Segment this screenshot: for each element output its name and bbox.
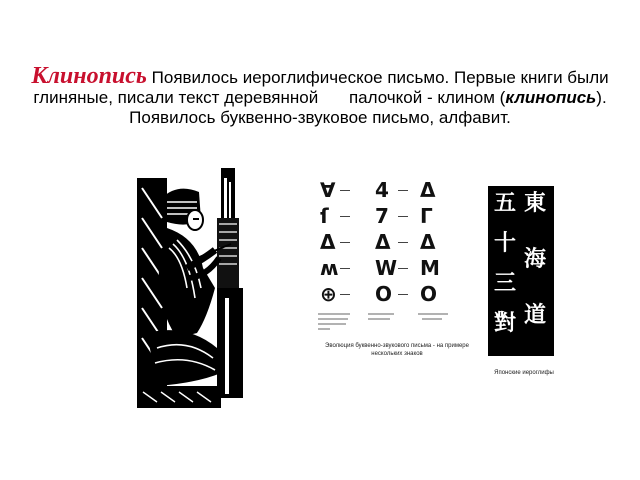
glyph-r4-c2: W <box>375 256 398 280</box>
glyph-r3-c3: Δ <box>420 230 436 254</box>
glyph-r2-c2: 7 <box>375 204 389 228</box>
arrow-r1a <box>340 190 350 191</box>
arrow-r4b <box>398 268 408 269</box>
glyph-r2-c3: Γ <box>420 204 433 228</box>
glyph-r4-c1: ʍ <box>320 256 339 280</box>
kanji-left-1: 五 <box>494 190 517 216</box>
alphabet-caption: Эволюция буквенно-звукового письма - на примере нескольких знаков <box>325 343 469 357</box>
glyph-r2-c1: ſ <box>320 204 329 228</box>
arrow-r2a <box>340 216 350 217</box>
arrow-r5a <box>340 294 350 295</box>
glyph-r1-c1: ∀ <box>320 178 336 202</box>
kanji-right-1: 東 <box>524 190 547 216</box>
arrow-r1b <box>398 190 408 191</box>
japanese-hieroglyphs-image <box>488 186 554 356</box>
scribe-woodcut-image <box>137 158 260 408</box>
slide-text-part3: ). Появилось буквенно-звуковое письмо, алфавит. <box>129 88 607 127</box>
glyph-r5-c3: O <box>420 282 438 306</box>
glyph-r5-c1: ⊕ <box>320 282 337 306</box>
kanji-left-2: 十 <box>494 230 517 256</box>
kanji-right-2: 海 <box>524 246 547 272</box>
arrow-r3a <box>340 242 350 243</box>
glyph-r4-c3: M <box>420 256 440 280</box>
arrow-r3b <box>398 242 408 243</box>
arrow-r2b <box>398 216 408 217</box>
glyph-r3-c2: Δ <box>375 230 391 254</box>
glyph-r1-c2: 4 <box>375 178 389 202</box>
slide-text-part1: Появилось иероглифическое письмо. Первые книги были глиняные, писали текст деревянной <box>33 68 609 107</box>
figure-footnote-marks <box>310 310 480 338</box>
glyph-r5-c2: O <box>375 282 393 306</box>
kanji-right-3: 道 <box>524 302 547 328</box>
slide-paragraph <box>30 63 610 128</box>
japanese-caption: Японские иероглифы <box>494 370 554 376</box>
glyph-r3-c1: Δ <box>320 230 336 254</box>
slide-title-word: Клинопись <box>31 63 147 89</box>
arrow-r5b <box>398 294 408 295</box>
kanji-left-4: 對 <box>494 310 517 336</box>
kanji-left-3: 三 <box>494 270 517 296</box>
arrow-r4a <box>340 268 350 269</box>
glyph-r1-c3: Δ <box>420 178 436 202</box>
slide-emphasis-word: клинопись <box>505 88 597 107</box>
slide-text-part2: палочкой - клином ( <box>348 88 506 107</box>
